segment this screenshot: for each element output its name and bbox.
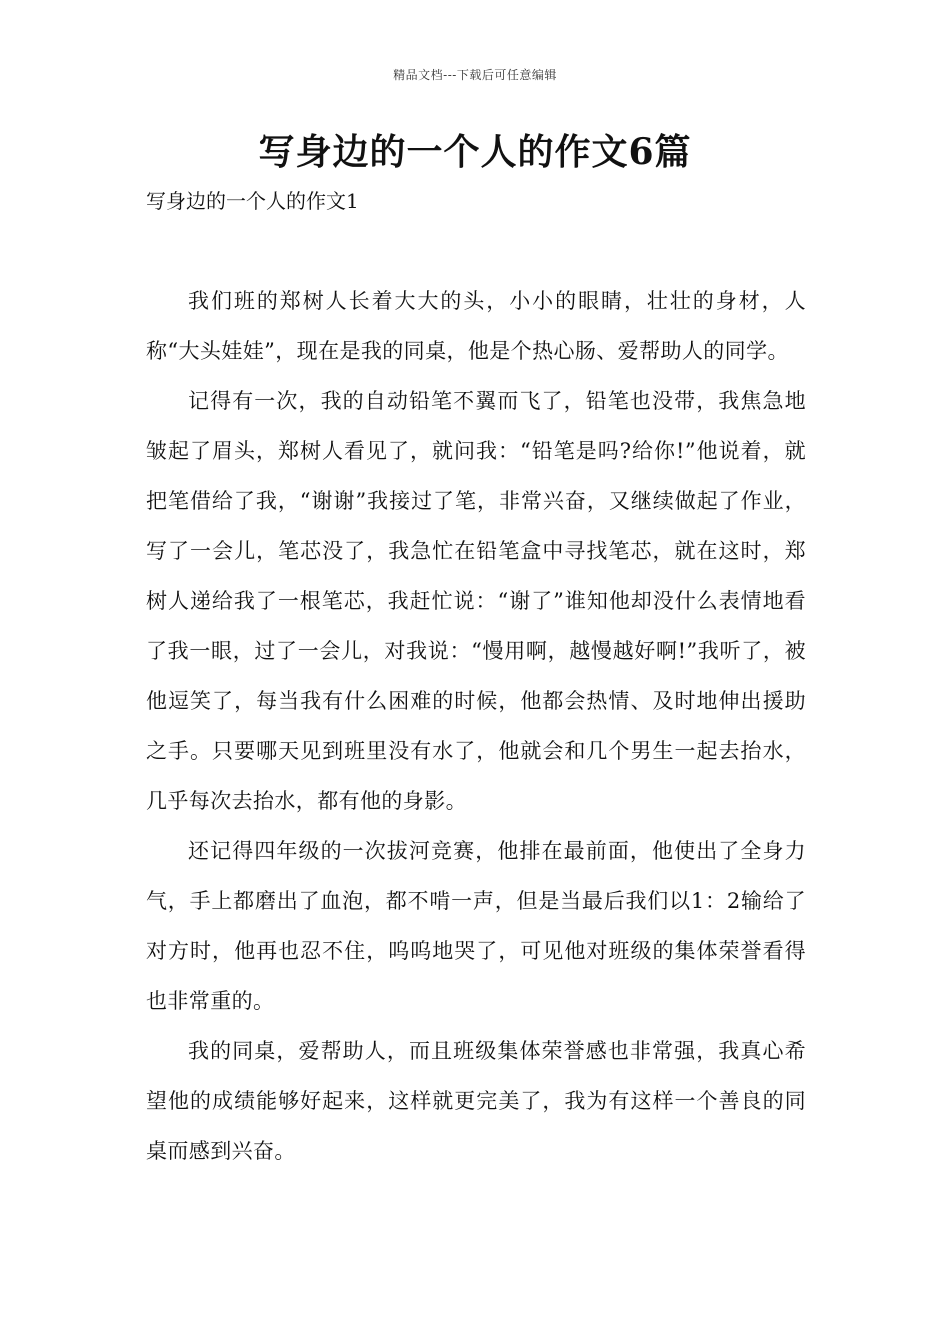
header-note: 精品文档---下载后可任意编辑: [393, 68, 557, 82]
document-body: [146, 276, 806, 1176]
paragraph-1: 我们班的郑树人长着大大的头，小小的眼睛，壮壮的身材，人称“大头娃娃”，现在是我的同桌，他是个热心肠、爱帮助人的同学。: [146, 289, 806, 363]
paragraph-4: 我的同桌，爱帮助人，而且班级集体荣誉感也非常强，我真心希望他的成绩能够好起来，这样就更完美了，我为有这样一个善良的同桌而感到兴奋。: [146, 1039, 806, 1163]
document-title: 写身边的一个人的作文6篇: [258, 131, 692, 173]
paragraph-2: 记得有一次，我的自动铅笔不翼而飞了，铅笔也没带，我焦急地皱起了眉头，郑树人看见了，就问我：“铅笔是吗?给你!”他说着，就把笔借给了我，“谢谢”我接过了笔，非常兴奋，又继续做起了作业，写了一会儿，笔芯没了，我急忙在铅笔盒中寻找笔芯，就在这时，郑树人递给我了一根笔芯，我赶忙说：“谢了”谁知他却没什么表情地看了我一眼，过了一会儿，对我说：“慢用啊，越慢越好啊!”我听了，被他逗笑了，每当我有什么困难的时候，他都会热情、及时地伸出援助之手。只要哪天见到班里没有水了，他就会和几个男生一起去抬水，几乎每次去抬水，都有他的身影。: [146, 389, 806, 813]
paragraph-3: 还记得四年级的一次拔河竞赛，他排在最前面，他使出了全身力气，手上都磨出了血泡，都不啃一声，但是当最后我们以1：2输给了对方时，他再也忍不住，呜呜地哭了，可见他对班级的集体荣誉看得也非常重的。: [146, 839, 806, 1013]
document-subtitle: 写身边的一个人的作文1: [146, 189, 359, 213]
